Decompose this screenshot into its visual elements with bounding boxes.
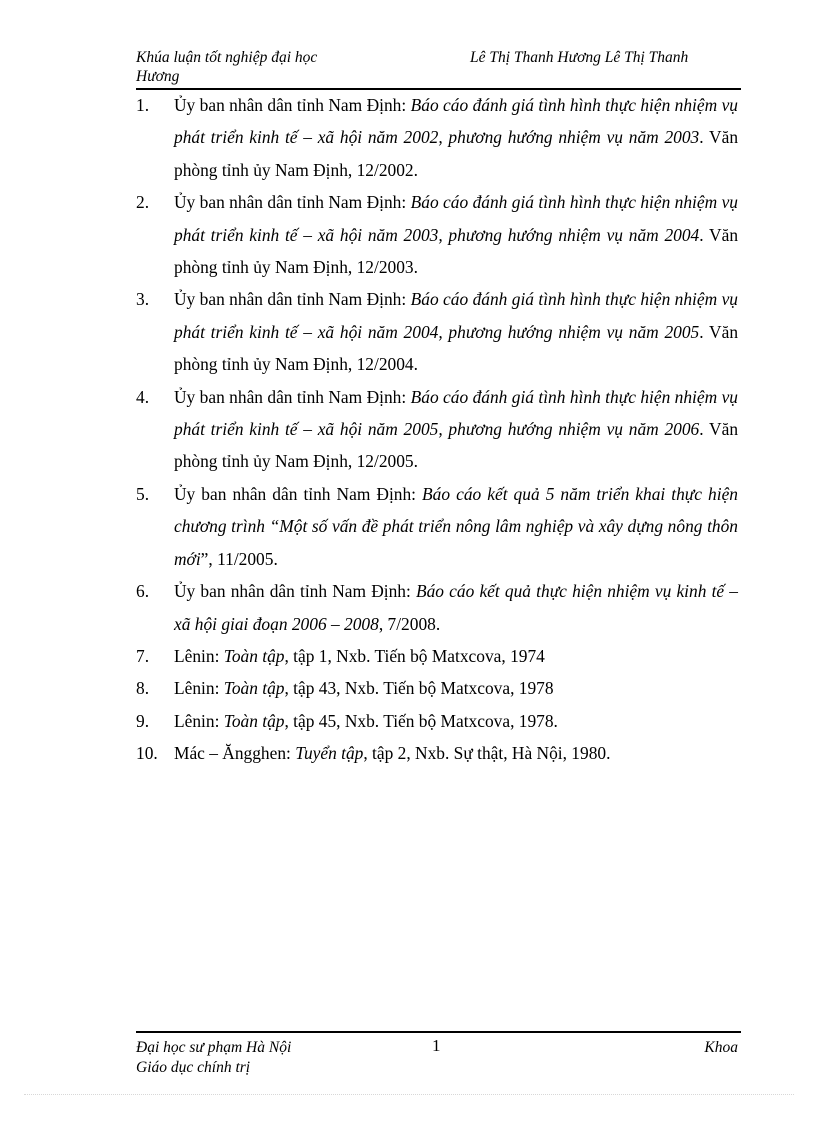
reference-item: [136, 672, 738, 704]
footer-university: Đại học sư phạm Hà Nội: [136, 1039, 292, 1056]
reference-title: Báo cáo đánh giá tình hình thực hiện nhiệm vụ phát triển kinh tế – xã hội năm 2005, phương hướng nhiệm vụ năm 2006: [174, 386, 738, 440]
reference-author: Lênin:: [174, 710, 224, 731]
header-thesis-title-continued: Hương: [136, 68, 180, 85]
reference-author: Ủy ban nhân dân tỉnh Nam Định:: [174, 581, 416, 602]
page-edge-dots: [24, 1094, 794, 1095]
reference-item: [136, 575, 738, 640]
reference-title: Báo cáo đánh giá tình hình thực hiện nhiệm vụ phát triển kinh tế – xã hội năm 2002, phương hướng nhiệm vụ năm 2003: [174, 95, 738, 148]
header-author: Lê Thị Thanh Hương Lê Thị Thanh: [470, 49, 689, 66]
footer-divider: [136, 1031, 741, 1033]
reference-details: . Văn phòng tỉnh ủy Nam Định, 12/2003.: [174, 224, 739, 278]
reference-details: , tập 45, Nxb. Tiến bộ Matxcova, 1978.: [284, 710, 558, 731]
reference-details: , tập 1, Nxb. Tiến bộ Matxcova, 1974: [284, 645, 545, 666]
reference-number: 9.: [136, 710, 150, 731]
reference-title: Báo cáo kết quả 5 năm triển khai thực hiện chương trình “Một số vấn đề phát triển nông lâm nghiệp và xây dựng nông thôn mới: [174, 483, 738, 569]
page-header: [136, 48, 740, 88]
reference-item: [136, 640, 738, 672]
reference-details: , 7/2008.: [378, 613, 441, 634]
reference-author: Ủy ban nhân dân tỉnh Nam Định:: [174, 386, 411, 407]
reference-title: Tuyển tập: [295, 743, 364, 764]
reference-number: 3.: [136, 289, 150, 310]
reference-title: Toàn tập: [223, 678, 285, 699]
reference-list: [136, 89, 738, 770]
reference-item: [136, 737, 738, 769]
page-number: 1: [432, 1036, 441, 1055]
reference-number: 1.: [136, 95, 150, 115]
reference-number: 4.: [136, 386, 150, 407]
header-thesis-title: Khúa luận tốt nghiệp đại học: [136, 49, 318, 66]
reference-item: [136, 283, 738, 380]
reference-author: Ủy ban nhân dân tỉnh Nam Định:: [174, 483, 423, 504]
reference-number: 8.: [136, 678, 150, 699]
reference-item: [136, 478, 738, 575]
reference-number: 5.: [136, 483, 150, 504]
reference-details: , tập 2, Nxb. Sự thật, Hà Nội, 1980.: [363, 743, 611, 764]
reference-title: Toàn tập: [223, 710, 285, 731]
page-footer: [136, 1036, 740, 1080]
reference-item: [136, 89, 738, 186]
reference-author: Mác – Ăngghen:: [174, 743, 296, 764]
reference-number: 2.: [136, 192, 150, 213]
footer-faculty: Khoa: [704, 1039, 738, 1056]
reference-author: Ủy ban nhân dân tỉnh Nam Định:: [174, 192, 411, 213]
reference-title: Báo cáo đánh giá tình hình thực hiện nhiệm vụ phát triển kinh tế – xã hội năm 2003, phương hướng nhiệm vụ năm 2004: [174, 192, 738, 245]
reference-item: [136, 186, 738, 283]
reference-item: [136, 705, 738, 737]
reference-details: , tập 43, Nxb. Tiến bộ Matxcova, 1978: [284, 678, 554, 699]
reference-author: Lênin:: [174, 678, 224, 699]
reference-number: 10.: [136, 743, 158, 764]
reference-author: Lênin:: [174, 645, 224, 666]
reference-author: Ủy ban nhân dân tỉnh Nam Định:: [174, 95, 411, 115]
reference-author: Ủy ban nhân dân tỉnh Nam Định:: [174, 289, 411, 310]
reference-details: . Văn phòng tỉnh ủy Nam Định, 12/2004.: [174, 321, 739, 375]
reference-title: Báo cáo kết quả thực hiện nhiệm vụ kinh tế – xã hội giai đoạn 2006 – 2008: [174, 581, 738, 634]
reference-details: ”, 11/2005.: [200, 548, 278, 569]
reference-title: Toàn tập: [223, 645, 285, 666]
reference-number: 7.: [136, 645, 150, 666]
reference-details: . Văn phòng tỉnh ủy Nam Định, 12/2005.: [174, 419, 739, 472]
reference-details: . Văn phòng tỉnh ủy Nam Định, 12/2002.: [174, 127, 739, 180]
footer-department: Giáo dục chính trị: [136, 1059, 251, 1076]
reference-number: 6.: [136, 581, 150, 602]
reference-item: [136, 381, 738, 478]
reference-title: Báo cáo đánh giá tình hình thực hiện nhiệm vụ phát triển kinh tế – xã hội năm 2004, phương hướng nhiệm vụ năm 2005: [174, 289, 738, 342]
